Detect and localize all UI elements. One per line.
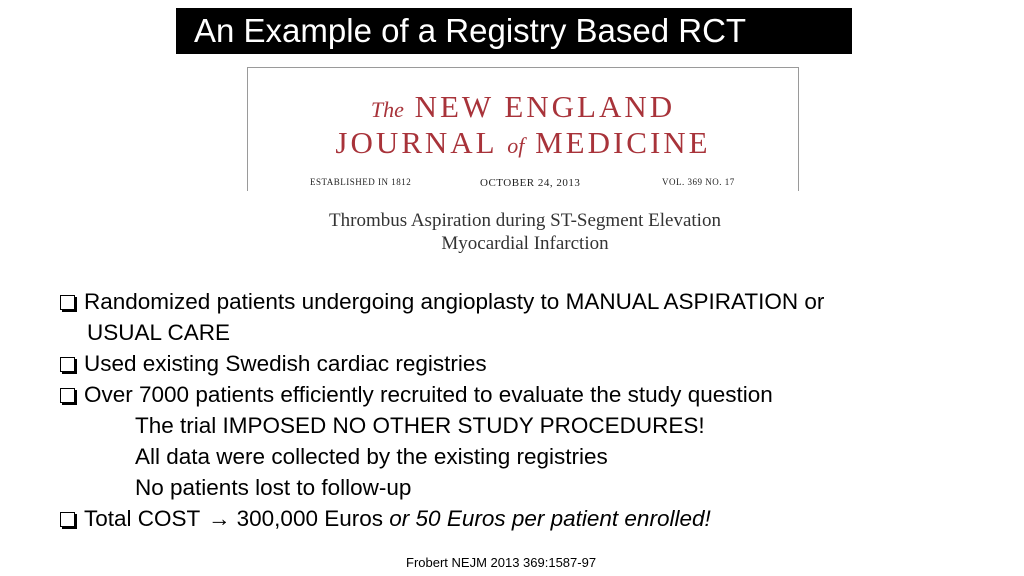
bullet-text: Randomized patients undergoing angioplasty to MANUAL ASPIRATION or — [84, 289, 825, 314]
sub-item-text: No patients lost to follow-up — [135, 475, 412, 500]
sub-item — [60, 441, 960, 472]
sub-item — [60, 472, 960, 503]
slide-title: An Example of a Registry Based RCT — [176, 8, 852, 54]
bullet-item — [60, 286, 960, 317]
bullet-item — [60, 348, 960, 379]
journal-the: The — [370, 97, 404, 122]
sub-item-text: All data were collected by the existing registries — [135, 444, 608, 469]
arrow-right-icon: → — [208, 506, 231, 531]
bullet-text: Used existing Swedish cardiac registries — [84, 351, 487, 376]
cost-label: Total COST — [84, 506, 200, 531]
bullet-continuation — [60, 317, 960, 348]
bullet-item — [60, 379, 960, 410]
article-title — [250, 209, 800, 255]
journal-issue-info — [308, 177, 768, 191]
sub-item — [60, 410, 960, 441]
bullet-item — [60, 503, 960, 534]
article-title-line2: Myocardial Infarction — [441, 233, 609, 254]
journal-medicine: MEDICINE — [535, 125, 711, 160]
journal-date: OCTOBER 24, 2013 — [480, 177, 581, 189]
checkbox-bullet-icon — [60, 388, 75, 403]
journal-name-line1 — [248, 90, 798, 127]
journal-masthead — [247, 67, 799, 191]
bullet-list — [60, 286, 960, 534]
bullet-text: USUAL CARE — [87, 320, 230, 345]
bullet-text: Over 7000 patients efficiently recruited to evaluate the study question — [84, 382, 773, 407]
checkbox-bullet-icon — [60, 357, 75, 372]
checkbox-bullet-icon — [60, 295, 75, 310]
journal-established: ESTABLISHED IN 1812 — [310, 177, 412, 187]
journal-journal: JOURNAL — [335, 125, 497, 160]
journal-new-england: NEW ENGLAND — [414, 89, 676, 124]
cost-value: 300,000 Euros — [236, 506, 384, 531]
citation: Frobert NEJM 2013 369:1587-97 — [406, 555, 597, 570]
journal-name-line2 — [248, 126, 798, 163]
journal-volume: VOL. 369 NO. 17 — [662, 177, 735, 187]
cost-per-patient: or 50 Euros per patient enrolled! — [389, 506, 711, 531]
journal-of: of — [507, 133, 525, 158]
sub-item-text: The trial IMPOSED NO OTHER STUDY PROCEDURES! — [135, 413, 705, 438]
article-title-line1: Thrombus Aspiration during ST-Segment Elevation — [329, 210, 721, 231]
checkbox-bullet-icon — [60, 512, 75, 527]
